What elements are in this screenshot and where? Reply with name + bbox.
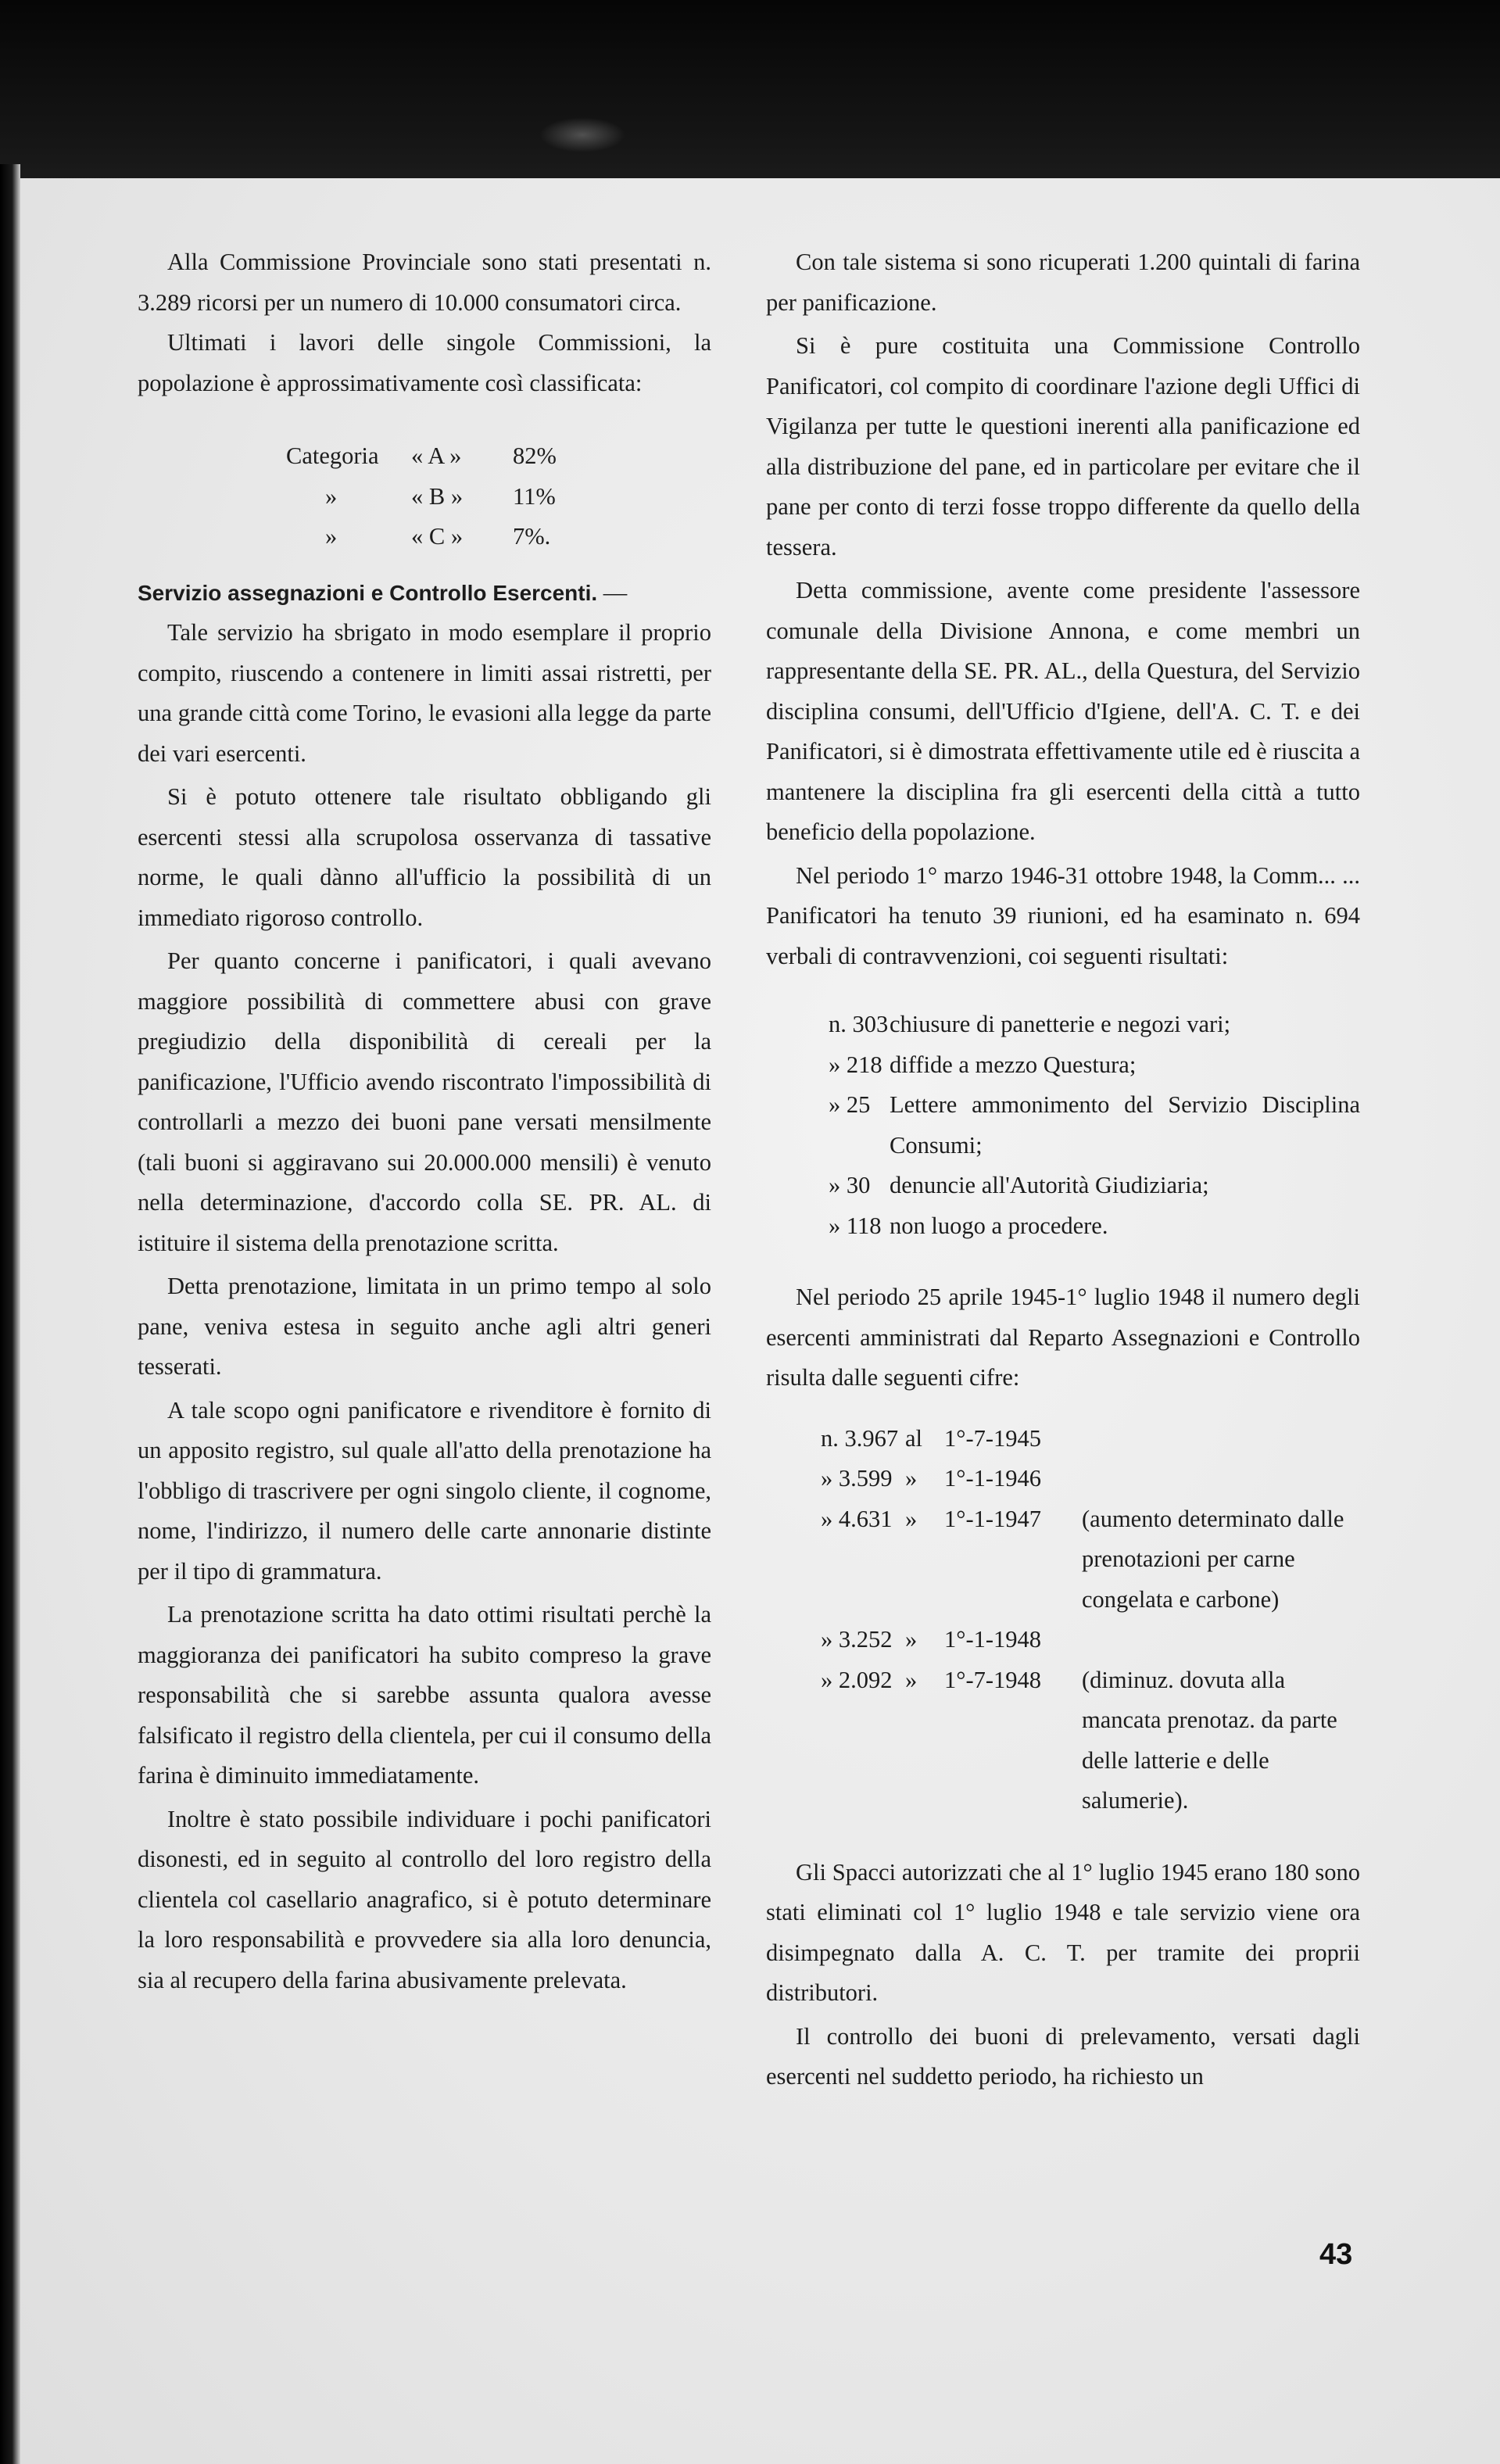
paragraph: Detta commissione, avente come presidente l'assessore comunale della Divisione Annona, e come membri un rappresentante della SE. PR. AL., della Questura, del Servizio disciplina consumi, dell'Ufficio d'Igiene, dell'A. C. T. e dei Panificatori, si è dimostrata effettivamente utile ed è riuscita a mantenere la disciplina fra gli esercenti della città a tutto beneficio della popolazione. — [766, 577, 1360, 845]
paragraph: Nel periodo 1° marzo 1946-31 ottobre 1948, la Comm... ... Panificatori ha tenuto 39 riunioni, ed ha esaminato n. 694 verbali di contravvenzioni, coi seguenti risultati: — [766, 861, 1360, 969]
category-table — [286, 436, 711, 557]
figure-note: (aumento determinato dalle prenotazioni per carne congelata e carbone) — [1082, 1505, 1344, 1613]
list-item — [829, 1166, 1360, 1206]
paragraph: Detta prenotazione, limitata in un primo tempo al solo pane, veniva estesa in seguito anche agli altri generi tesserati. — [138, 1273, 711, 1380]
figure-sep: al — [905, 1424, 923, 1452]
category-code: « B » — [411, 482, 464, 510]
figures-row — [821, 1499, 1360, 1621]
paragraph: Il controllo dei buoni di prelevamento, versati dagli esercenti nel suddetto periodo, ha richiesto un — [766, 2022, 1360, 2090]
category-code: « C » — [411, 523, 464, 550]
category-row — [286, 436, 711, 477]
paragraph: La prenotazione scritta ha dato ottimi risultati perchè la maggioranza dei panificatori ha subito compreso la grave responsabilità che si sarebbe assunta qualora avesse falsificato il registro della clientela, per cui il consumo della farina è diminuito immediatamente. — [138, 1601, 711, 1789]
figures-row — [821, 1620, 1360, 1660]
section-heading-line — [138, 573, 711, 614]
paragraph: Si è potuto ottenere tale risultato obbligando gli esercenti stessi alla scrupolosa osservanza di tassative norme, le quali dànno all'ufficio la possibilità di un immediato rigoroso controllo. — [138, 783, 711, 931]
figure-date: 1°-7-1948 — [944, 1666, 1042, 1693]
figure-date: 1°-1-1948 — [944, 1626, 1042, 1653]
section-heading: Servizio assegnazioni e Controllo Esercenti. — [138, 580, 598, 605]
figure-note — [1082, 1620, 1360, 1660]
figure-sep: » — [905, 1465, 918, 1492]
paragraph: A tale scopo ogni panificatore e rivenditore è fornito di un apposito registro, sul quale all'atto della prenotazione ha l'obbligo di trascrivere per ogni singolo cliente, il cognome, nome, l'indirizzo, il numero delle carte annonarie distinte per il tipo di grammatura. — [138, 1396, 711, 1585]
list-item — [829, 1005, 1360, 1045]
figure-note — [1082, 1459, 1360, 1499]
heading-dash: — — [597, 578, 628, 606]
list-item — [829, 1085, 1360, 1166]
figure-sep: » — [905, 1666, 918, 1693]
category-label: » — [325, 523, 338, 550]
figures-row — [821, 1660, 1360, 1821]
scan-smudge — [539, 117, 625, 152]
list-text: non luogo a procedere. — [890, 1212, 1108, 1239]
category-row — [286, 477, 711, 518]
figure-note: (diminuz. dovuta alla mancata prenotaz. da parte delle latterie e delle salumerie). — [1082, 1666, 1337, 1814]
list-item — [829, 1206, 1360, 1247]
scan-left-edge — [0, 164, 20, 2464]
paragraph: Si è pure costituita una Commissione Controllo Panificatori, col compito di coordinare l'azione degli Uffici di Vigilanza per tutte le questioni inerenti alla panificazione ed alla distribuzione del pane, ed in particolare per evitare che il pane per conto di terzi fosse troppo differente da quello della tessera. — [766, 332, 1360, 560]
page-number: 43 — [1319, 2238, 1353, 2271]
scan-dark-margin — [0, 0, 1500, 195]
figure-count: » 4.631 — [821, 1505, 893, 1532]
right-column — [766, 242, 1360, 2097]
figures-row — [821, 1459, 1360, 1499]
list-count: » 218 — [829, 1051, 882, 1078]
figure-sep: » — [905, 1505, 918, 1532]
figure-date: 1°-7-1945 — [944, 1424, 1042, 1452]
list-count: n. 303 — [829, 1011, 889, 1037]
figure-note — [1082, 1419, 1360, 1459]
list-text: chiusure di panetterie e negozi vari; — [890, 1011, 1231, 1037]
paragraph: Per quanto concerne i panificatori, i quali avevano maggiore possibilità di commettere abusi con grave pregiudizio della disponibilità di cereali per la panificazione, l'Ufficio avendo riscontrato l'impossibilità di controllarli a mezzo dei buoni pane versati mensilmente (tali buoni si aggiravano sui 20.000.000 mensili) è venuto nella determinazione, d'accordo colla SE. PR. AL. di istituire il sistema della prenotazione scritta. — [138, 947, 711, 1256]
list-text: diffide a mezzo Questura; — [890, 1051, 1137, 1078]
figure-count: n. 3.967 — [821, 1424, 899, 1452]
figure-count: » 3.599 — [821, 1465, 893, 1492]
category-percent: 11% — [513, 482, 556, 510]
list-text: Lettere ammonimento del Servizio Disciplina Consumi; — [890, 1091, 1360, 1159]
category-code: « A » — [411, 442, 462, 469]
category-percent: 7%. — [513, 523, 551, 550]
list-text: denuncie all'Autorità Giudiziaria; — [890, 1172, 1209, 1198]
results-list — [829, 1005, 1360, 1246]
figure-sep: » — [905, 1626, 918, 1653]
paragraph: Tale servizio ha sbrigato in modo esemplare il proprio compito, riuscendo a contenere in limiti assai ristretti, per una grande città come Torino, le evasioni alla legge da parte dei vari esercenti. — [138, 619, 711, 767]
figure-date: 1°-1-1946 — [944, 1465, 1042, 1492]
left-column — [138, 242, 711, 2000]
paragraph: Con tale sistema si sono ricuperati 1.200 quintali di farina per panificazione. — [766, 249, 1360, 316]
figures-table — [821, 1419, 1360, 1821]
category-percent: 82% — [513, 442, 557, 469]
paragraph: Inoltre è stato possibile individuare i pochi panificatori disonesti, ed in seguito al controllo del loro registro della clientela col casellario anagrafico, si è potuto determinare la loro responsabilità e provvedere sia alla loro denuncia, sia al recupero della farina abusivamente prelevata. — [138, 1805, 711, 1993]
figures-row — [821, 1419, 1360, 1459]
figure-date: 1°-1-1947 — [944, 1505, 1042, 1532]
list-count: » 30 — [829, 1172, 871, 1198]
paragraph: Ultimati i lavori delle singole Commissioni, la popolazione è approssimativamente così classificata: — [138, 329, 711, 396]
list-item — [829, 1045, 1360, 1086]
paragraph: Gli Spacci autorizzati che al 1° luglio 1945 erano 180 sono stati eliminati col 1° luglio 1948 e tale servizio viene ora disimpegnato dalla A. C. T. per tramite dei proprii distributori. — [766, 1858, 1360, 2006]
paragraph: Alla Commissione Provinciale sono stati presentati n. 3.289 ricorsi per un numero di 10.000 consumatori circa. — [138, 249, 711, 316]
figure-count: » 2.092 — [821, 1666, 893, 1693]
category-row — [286, 517, 711, 557]
list-count: » 118 — [829, 1212, 882, 1239]
category-label: Categoria — [286, 442, 379, 469]
paragraph: Nel periodo 25 aprile 1945-1° luglio 1948 il numero degli esercenti amministrati dal Reparto Assegnazioni e Controllo risulta dalle seguenti cifre: — [766, 1284, 1360, 1391]
category-label: » — [325, 482, 338, 510]
figure-count: » 3.252 — [821, 1626, 893, 1653]
list-count: » 25 — [829, 1091, 871, 1118]
